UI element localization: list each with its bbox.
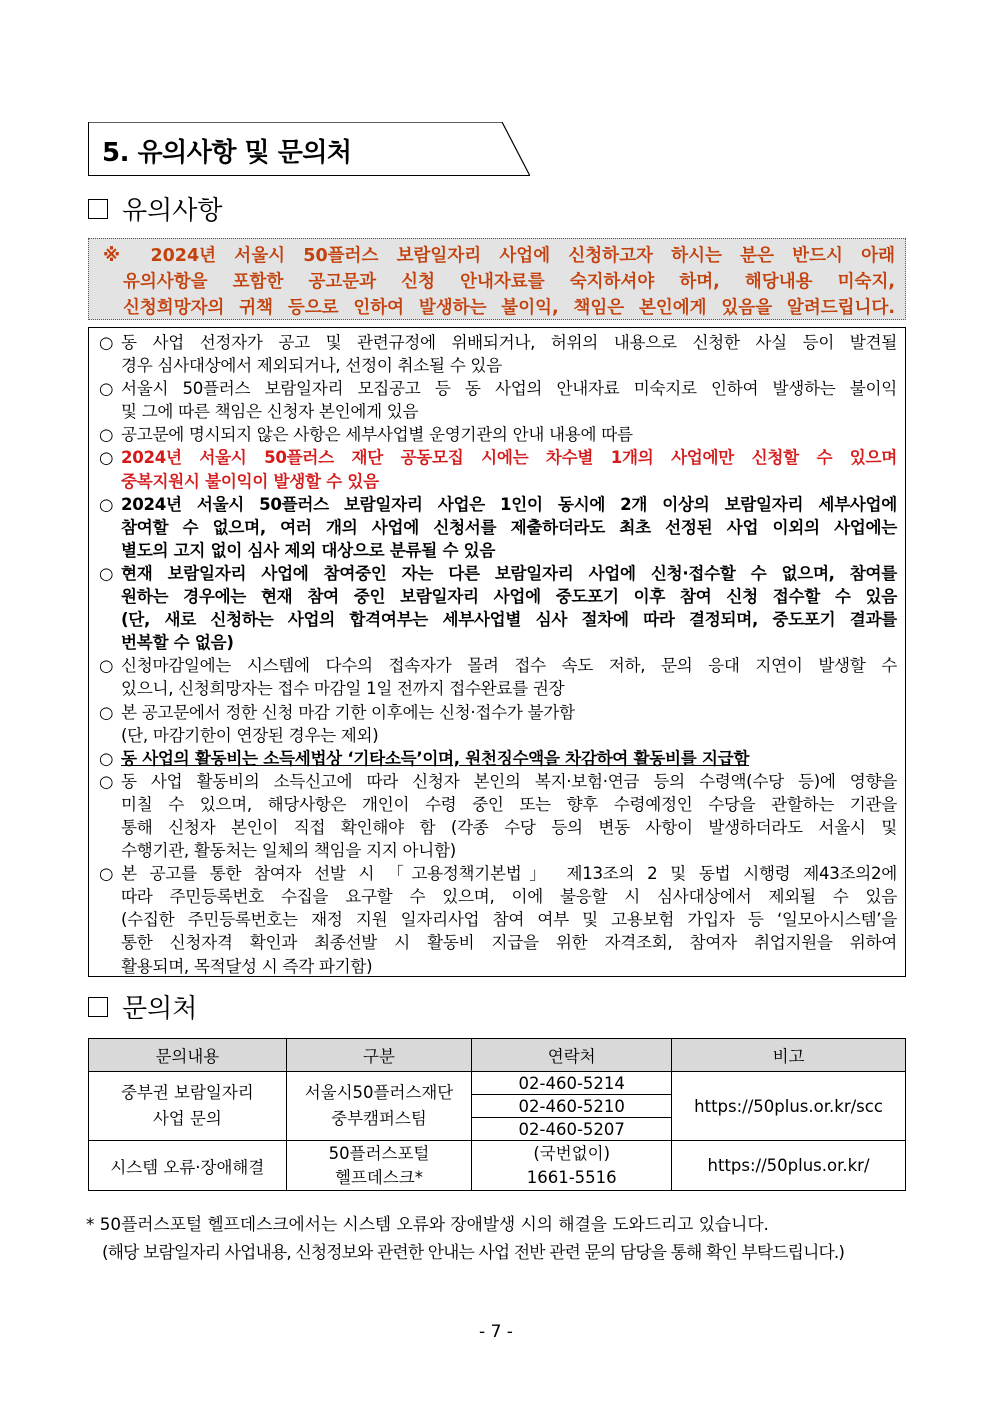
inquiry-text: 중부권 보람일자리	[120, 1083, 254, 1102]
division-cell	[286, 1141, 472, 1191]
footnote-line: (해당 보람일자리 사업내용, 신청정보와 관련한 안내는 사업 전반 관련 문의 담당을 통해 확인 부탁드립니다.)	[102, 1242, 845, 1262]
caution-line: 경우 심사대상에서 제외되거나, 선정이 취소될 수 있음	[121, 356, 502, 376]
caution-item	[99, 862, 897, 977]
division-text: 50플러스포털	[328, 1143, 430, 1163]
website-link[interactable]: https://50plus.or.kr/scc	[672, 1072, 906, 1141]
phone-cell	[472, 1141, 672, 1191]
caution-line: 수행기관, 활동처는 일체의 책임을 지지 아니함)	[121, 841, 456, 861]
caution-item	[99, 562, 897, 654]
caution-line: 통한 신청자격 확인과 최종선발 시 활동비 지급을 위한 자격조회, 참여자 취업지원을 위하여	[121, 933, 897, 953]
caution-line: 본 공고문에서 정한 신청 마감 기한 이후에는 신청·접수가 불가함	[121, 702, 575, 722]
caution-line: (단, 마감기한이 연장된 경우는 제외)	[121, 725, 379, 745]
caution-item-duplicate-warning	[99, 446, 897, 492]
division-text: 중부캠퍼스팀	[331, 1109, 427, 1128]
circle-bullet-icon: ○	[99, 702, 114, 722]
caution-item	[99, 423, 897, 446]
caution-line: (수집한 주민등록번호는 재정 지원 일자리사업 참여 여부 및 고용보험 가입자 등 ‘일모아시스템’을	[121, 910, 897, 930]
section-title-text: 5. 유의사항 및 문의처	[102, 138, 352, 168]
notice-line: 유의사항을 포함한 공고문과 신청 안내자료를 숙지하셔야 하며, 해당내용 미숙지,	[123, 272, 895, 292]
notice-line: ※ 2024년 서울시 50플러스 보람일자리 사업에 신청하고자 하시는 분은 반드시 아래	[103, 246, 895, 266]
footnote	[86, 1210, 844, 1266]
caution-item-activity-fee	[99, 747, 897, 770]
caution-line: 통해 신청자 본인이 직접 확인해야 함 (각종 수당 등의 변동 사항이 발생하더라도 서울시 및	[121, 817, 897, 837]
caution-line: 동 사업 선정자가 공고 및 관련규정에 위배되거나, 허위의 내용으로 신청한 사실 등이 발견될	[121, 333, 897, 352]
division-text: 서울시50플러스재단	[304, 1083, 454, 1102]
circle-bullet-icon: ○	[99, 379, 114, 399]
caution-line: 따라 주민등록번호 수집을 요구할 수 있으며, 이에 불응할 시 심사대상에서 제외될 수 있음	[121, 887, 897, 907]
column-header: 비고	[672, 1039, 906, 1072]
inquiry-text: 사업 문의	[152, 1109, 222, 1128]
table-row	[89, 1072, 906, 1095]
contact-table	[88, 1038, 906, 1191]
table-header-row	[89, 1039, 906, 1072]
caution-line: 참여할 수 없으며, 여러 개의 사업에 신청서를 제출하더라도 최초 선정된 사업 이외의 사업에는	[121, 517, 897, 537]
division-text: 헬프데스크*	[335, 1167, 423, 1187]
caution-item	[99, 770, 897, 862]
caution-line: 2024년 서울시 50플러스 보람일자리 사업은 1인이 동시에 2개 이상의 보람일자리 세부사업에	[121, 494, 897, 514]
table-row	[89, 1141, 906, 1191]
page-number: - 7 -	[479, 1322, 513, 1342]
caution-item	[99, 701, 897, 747]
notice-line: 신청희망자의 귀책 등으로 인하여 발생하는 불이익, 책임은 본인에게 있음을 알려드립니다.	[123, 298, 895, 318]
contact-heading	[88, 988, 197, 1025]
phone-number: 02-460-5214	[472, 1072, 672, 1095]
phone-number: 1661-5516	[526, 1167, 617, 1187]
column-header: 문의내용	[89, 1039, 287, 1072]
caution-line: 및 그에 따른 책임은 신청자 본인에게 있음	[121, 402, 419, 422]
caution-line: 번복할 수 없음)	[121, 633, 234, 653]
caution-line: 중복지원시 불이익이 발생할 수 있음	[121, 471, 379, 491]
caution-item	[99, 493, 897, 562]
column-header: 연락처	[472, 1039, 672, 1072]
caution-line: 공고문에 명시되지 않은 사항은 세부사업별 운영기관의 안내 내용에 따름	[121, 425, 633, 445]
website-link[interactable]: https://50plus.or.kr/	[672, 1141, 906, 1191]
phone-number: 02-460-5210	[472, 1095, 672, 1118]
caution-line: 있으니, 신청희망자는 접수 마감일 1일 전까지 접수완료를 권장	[121, 679, 565, 699]
footnote-line: * 50플러스포털 헬프데스크에서는 시스템 오류와 장애발생 시의 해결을 도와드리고 있습니다.	[86, 1214, 769, 1234]
caution-line: 현재 보람일자리 사업에 참여중인 자는 다른 보람일자리 사업에 신청·접수할 수 없으며, 참여를	[121, 563, 897, 583]
circle-bullet-icon: ○	[99, 864, 114, 884]
circle-bullet-icon: ○	[99, 494, 114, 514]
caution-line: 원하는 경우에는 현재 참여 중인 보람일자리 사업에 중도포기 이후 참여 신청 접수할 수 있음	[121, 587, 897, 607]
contact-heading-text: 문의처	[122, 994, 198, 1024]
caution-item	[99, 331, 897, 377]
inquiry-cell	[89, 1072, 287, 1141]
cautions-list	[88, 327, 906, 977]
phone-number: 02-460-5207	[472, 1118, 672, 1141]
checkbox-square-icon	[88, 997, 108, 1017]
division-cell	[286, 1072, 472, 1141]
caution-line: 별도의 고지 없이 심사 제외 대상으로 분류될 수 있음	[121, 540, 496, 560]
circle-bullet-icon: ○	[99, 333, 114, 352]
caution-line: 2024년 서울시 50플러스 재단 공동모집 시에는 차수별 1개의 사업에만 신청할 수 있으며	[121, 448, 897, 468]
notice-box	[88, 238, 906, 320]
column-header: 구분	[286, 1039, 472, 1072]
caution-line: 활용되며, 목적달성 시 즉각 파기함)	[121, 956, 373, 976]
phone-prefix: (국번없이)	[533, 1143, 611, 1163]
caution-line: 동 사업 활동비의 소득신고에 따라 신청자 본인의 복지·보험·연금 등의 수령액(수당 등)에 영향을	[121, 771, 897, 791]
cautions-heading	[88, 190, 222, 227]
circle-bullet-icon: ○	[99, 748, 114, 768]
caution-line: 미칠 수 있으며, 해당사항은 개인이 수령 중인 또는 향후 수령예정인 수당을 관할하는 기관을	[121, 794, 897, 814]
caution-item	[99, 654, 897, 700]
caution-line: 신청마감일에는 시스템에 다수의 접속자가 몰려 접수 속도 저하, 문의 응대 지연이 발생할 수	[121, 656, 897, 676]
section-title	[88, 122, 530, 176]
caution-line: 본 공고를 통한 참여자 선발 시 「고용정책기본법」 제13조의 2 및 동법 시행령 제43조의2에	[121, 864, 897, 884]
circle-bullet-icon: ○	[99, 448, 114, 468]
caution-line: 동 사업의 활동비는 소득세법상 ‘기타소득’이며, 원천징수액을 차감하여 활동비를 지급함	[121, 748, 750, 768]
circle-bullet-icon: ○	[99, 425, 114, 445]
circle-bullet-icon: ○	[99, 771, 114, 791]
circle-bullet-icon: ○	[99, 563, 114, 583]
caution-line: (단, 새로 신청하는 사업의 합격여부는 세부사업별 심사 절차에 따라 결정되며, 중도포기 결과를	[121, 610, 897, 630]
circle-bullet-icon: ○	[99, 656, 114, 676]
cautions-heading-text: 유의사항	[122, 196, 223, 226]
inquiry-cell: 시스템 오류·장애해결	[89, 1141, 287, 1191]
caution-item	[99, 377, 897, 423]
checkbox-square-icon	[88, 199, 108, 219]
caution-line: 서울시 50플러스 보람일자리 모집공고 등 동 사업의 안내자료 미숙지로 인하여 발생하는 불이익	[121, 379, 897, 399]
